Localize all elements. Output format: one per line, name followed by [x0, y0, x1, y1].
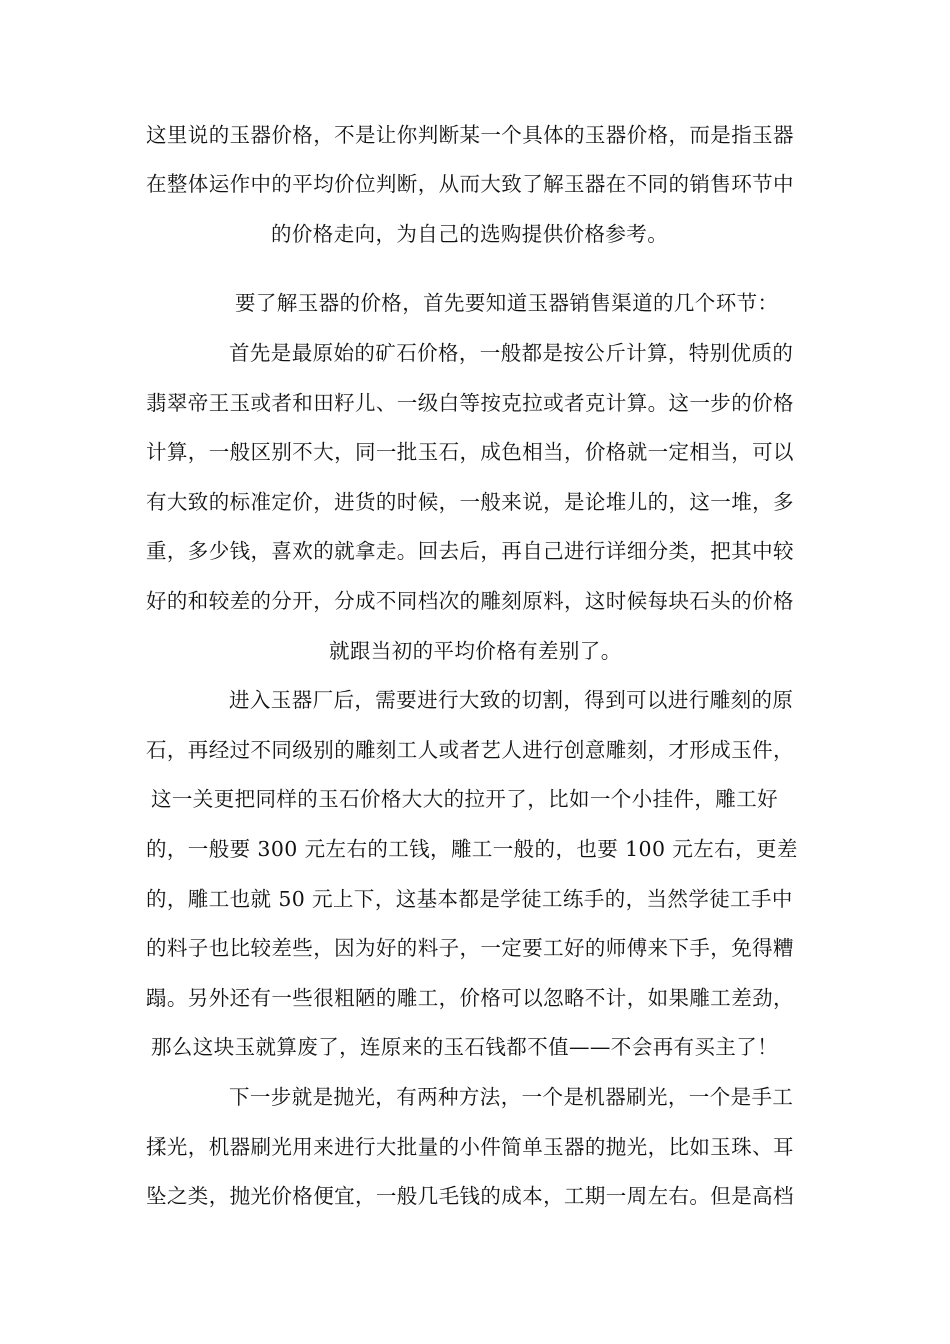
text-line: 蹋。另外还有一些很粗陋的雕工，价格可以忽略不计，如果雕工差劲，	[146, 986, 794, 1010]
text-line: 的，雕工也就 50 元上下，这基本都是学徒工练手的，当然学徒工手中	[146, 887, 793, 911]
text-line: 这一关更把同样的玉石价格大大的拉开了，比如一个小挂件，雕工好	[151, 787, 778, 811]
text-line: 翡翠帝王玉或者和田籽儿、一级白等按克拉或者克计算。这一步的价格	[146, 391, 794, 415]
text-line: 有大致的标准定价，进货的时候，一般来说，是论堆儿的，这一堆，多	[146, 490, 794, 514]
text-line: 这里说的玉器价格，不是让你判断某一个具体的玉器价格，而是指玉器	[146, 123, 794, 147]
text-line: 的料子也比较差些，因为好的料子，一定要工好的师傅来下手，免得糟	[146, 936, 794, 960]
text-line: 进入玉器厂后，需要进行大致的切割，得到可以进行雕刻的原	[229, 688, 794, 712]
text-line: 重，多少钱，喜欢的就拿走。回去后，再自己进行详细分类，把其中较	[146, 539, 794, 563]
text-line: 那么这块玉就算废了，连原来的玉石钱都不值——不会再有买主了！	[151, 1035, 778, 1059]
text-line: 要了解玉器的价格，首先要知道玉器销售渠道的几个环节：	[235, 291, 779, 315]
text-line: 的，一般要 300 元左右的工钱，雕工一般的，也要 100 元左右，更差	[146, 837, 798, 861]
text-line: 首先是最原始的矿石价格，一般都是按公斤计算，特别优质的	[229, 341, 794, 365]
text-line: 石，再经过不同级别的雕刻工人或者艺人进行创意雕刻，才形成玉件，	[146, 738, 794, 762]
text-line: 揉光，机器刷光用来进行大批量的小件简单玉器的抛光，比如玉珠、耳	[146, 1135, 794, 1159]
text-line: 坠之类，抛光价格便宜，一般几毛钱的成本，工期一周左右。但是高档	[146, 1184, 794, 1208]
text-line: 在整体运作中的平均价位判断，从而大致了解玉器在不同的销售环节中	[146, 172, 794, 196]
text-line: 就跟当初的平均价格有差别了。	[329, 639, 622, 663]
text-line: 好的和较差的分开，分成不同档次的雕刻原料，这时候每块石头的价格	[146, 589, 794, 613]
text-line: 下一步就是抛光，有两种方法，一个是机器刷光，一个是手工	[229, 1085, 794, 1109]
text-line: 计算，一般区别不大，同一批玉石，成色相当，价格就一定相当，可以	[146, 440, 794, 464]
text-line: 的价格走向，为自己的选购提供价格参考。	[271, 222, 669, 246]
